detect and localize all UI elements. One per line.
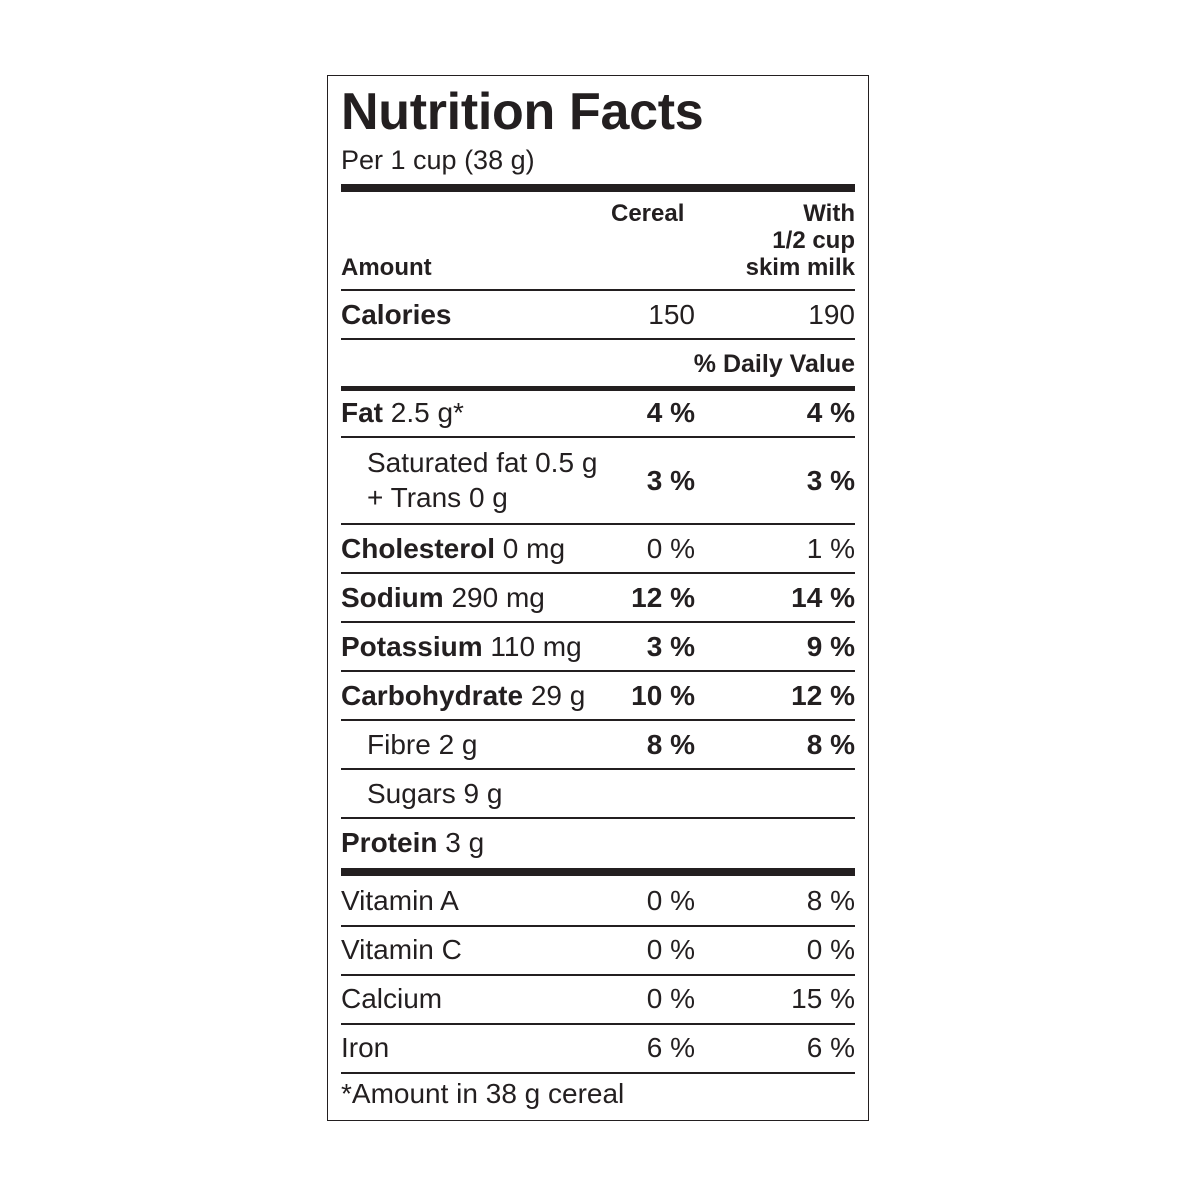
nutrient-name: Cholesterol <box>341 533 496 564</box>
nutrient-name: Sugars 9 g <box>367 778 503 809</box>
nutrient-dv-cereal: 10 % <box>631 680 695 711</box>
nutrient-dv-cereal: 3 % <box>646 631 695 662</box>
divider <box>341 572 855 574</box>
nutrient-row-saturated-fat <box>341 446 855 522</box>
nutrient-amount: 290 mg <box>443 582 545 613</box>
nutrition-facts-label <box>327 75 869 1121</box>
nutrient-dv-with-milk: 4 % <box>806 397 855 428</box>
divider <box>341 719 855 721</box>
serving-size: Per 1 cup (38 g) <box>341 145 535 175</box>
vitamin-dv-cereal: 0 % <box>646 885 695 916</box>
thick-divider <box>341 184 855 192</box>
vitamin-name: Calcium <box>341 983 443 1014</box>
vitamin-dv-with-milk: 15 % <box>791 983 855 1014</box>
divider <box>341 289 855 291</box>
nutrient-dv-cereal: 0 % <box>646 533 695 564</box>
milk-header-line-3: skim milk <box>745 254 855 281</box>
divider <box>341 523 855 525</box>
milk-header-line-1: With <box>803 200 855 227</box>
nutrient-dv-with-milk: 14 % <box>791 582 855 613</box>
nutrient-dv-cereal: 8 % <box>646 729 695 760</box>
nutrient-amount: 0 mg <box>495 533 566 564</box>
nutrient-dv-with-milk: 1 % <box>806 533 855 564</box>
nutrient-dv-with-milk: 8 % <box>806 729 855 760</box>
divider <box>341 925 855 927</box>
nutrient-name: Protein <box>341 827 438 858</box>
thick-divider <box>341 868 855 876</box>
calories-with-milk: 190 <box>808 299 855 330</box>
nutrient-dv-with-milk: 3 % <box>806 465 855 496</box>
vitamin-name: Vitamin C <box>341 934 462 965</box>
footnote: *Amount in 38 g cereal <box>341 1078 625 1109</box>
milk-header-line-2: 1/2 cup <box>772 227 855 254</box>
nutrient-amount: 2.5 g* <box>383 397 464 428</box>
vitamin-name: Vitamin A <box>341 885 459 916</box>
nutrient-amount: 29 g <box>523 680 586 711</box>
nutrient-name-line-2: + Trans 0 g <box>367 482 508 513</box>
divider <box>341 436 855 438</box>
nutrient-dv-cereal: 4 % <box>646 397 695 428</box>
vitamin-dv-with-milk: 6 % <box>806 1032 855 1063</box>
nutrient-amount: 110 mg <box>482 631 582 662</box>
daily-value-header: % Daily Value <box>693 350 855 378</box>
vitamin-dv-cereal: 0 % <box>646 983 695 1014</box>
vitamin-dv-cereal: 6 % <box>646 1032 695 1063</box>
vitamin-name: Iron <box>341 1032 390 1063</box>
column-header-cereal: Cereal <box>611 200 685 227</box>
vitamin-dv-cereal: 0 % <box>646 934 695 965</box>
calories-cereal: 150 <box>648 299 695 330</box>
divider <box>341 817 855 819</box>
divider <box>341 768 855 770</box>
divider <box>341 974 855 976</box>
nutrient-name: Potassium <box>341 631 483 662</box>
column-header-amount: Amount <box>341 254 432 281</box>
nutrient-amount: 3 g <box>437 827 485 858</box>
divider <box>341 670 855 672</box>
nutrient-name-line-1: Saturated fat 0.5 g <box>367 447 598 478</box>
nutrient-dv-cereal: 12 % <box>631 582 695 613</box>
divider <box>341 1072 855 1074</box>
nutrient-dv-with-milk: 9 % <box>806 631 855 662</box>
calories-label: Calories <box>341 299 452 330</box>
divider <box>341 1023 855 1025</box>
thick-divider <box>341 386 855 391</box>
label-title: Nutrition Facts <box>341 83 704 141</box>
vitamin-dv-with-milk: 0 % <box>806 934 855 965</box>
nutrient-name: Fat <box>341 397 383 428</box>
nutrient-dv-with-milk: 12 % <box>791 680 855 711</box>
nutrient-dv-cereal: 3 % <box>646 465 695 496</box>
nutrient-name: Carbohydrate <box>341 680 524 711</box>
nutrient-name: Fibre 2 g <box>367 729 478 760</box>
divider <box>341 338 855 340</box>
nutrient-name: Sodium <box>341 582 444 613</box>
vitamin-dv-with-milk: 8 % <box>806 885 855 916</box>
divider <box>341 621 855 623</box>
column-header-with-milk <box>715 200 855 281</box>
